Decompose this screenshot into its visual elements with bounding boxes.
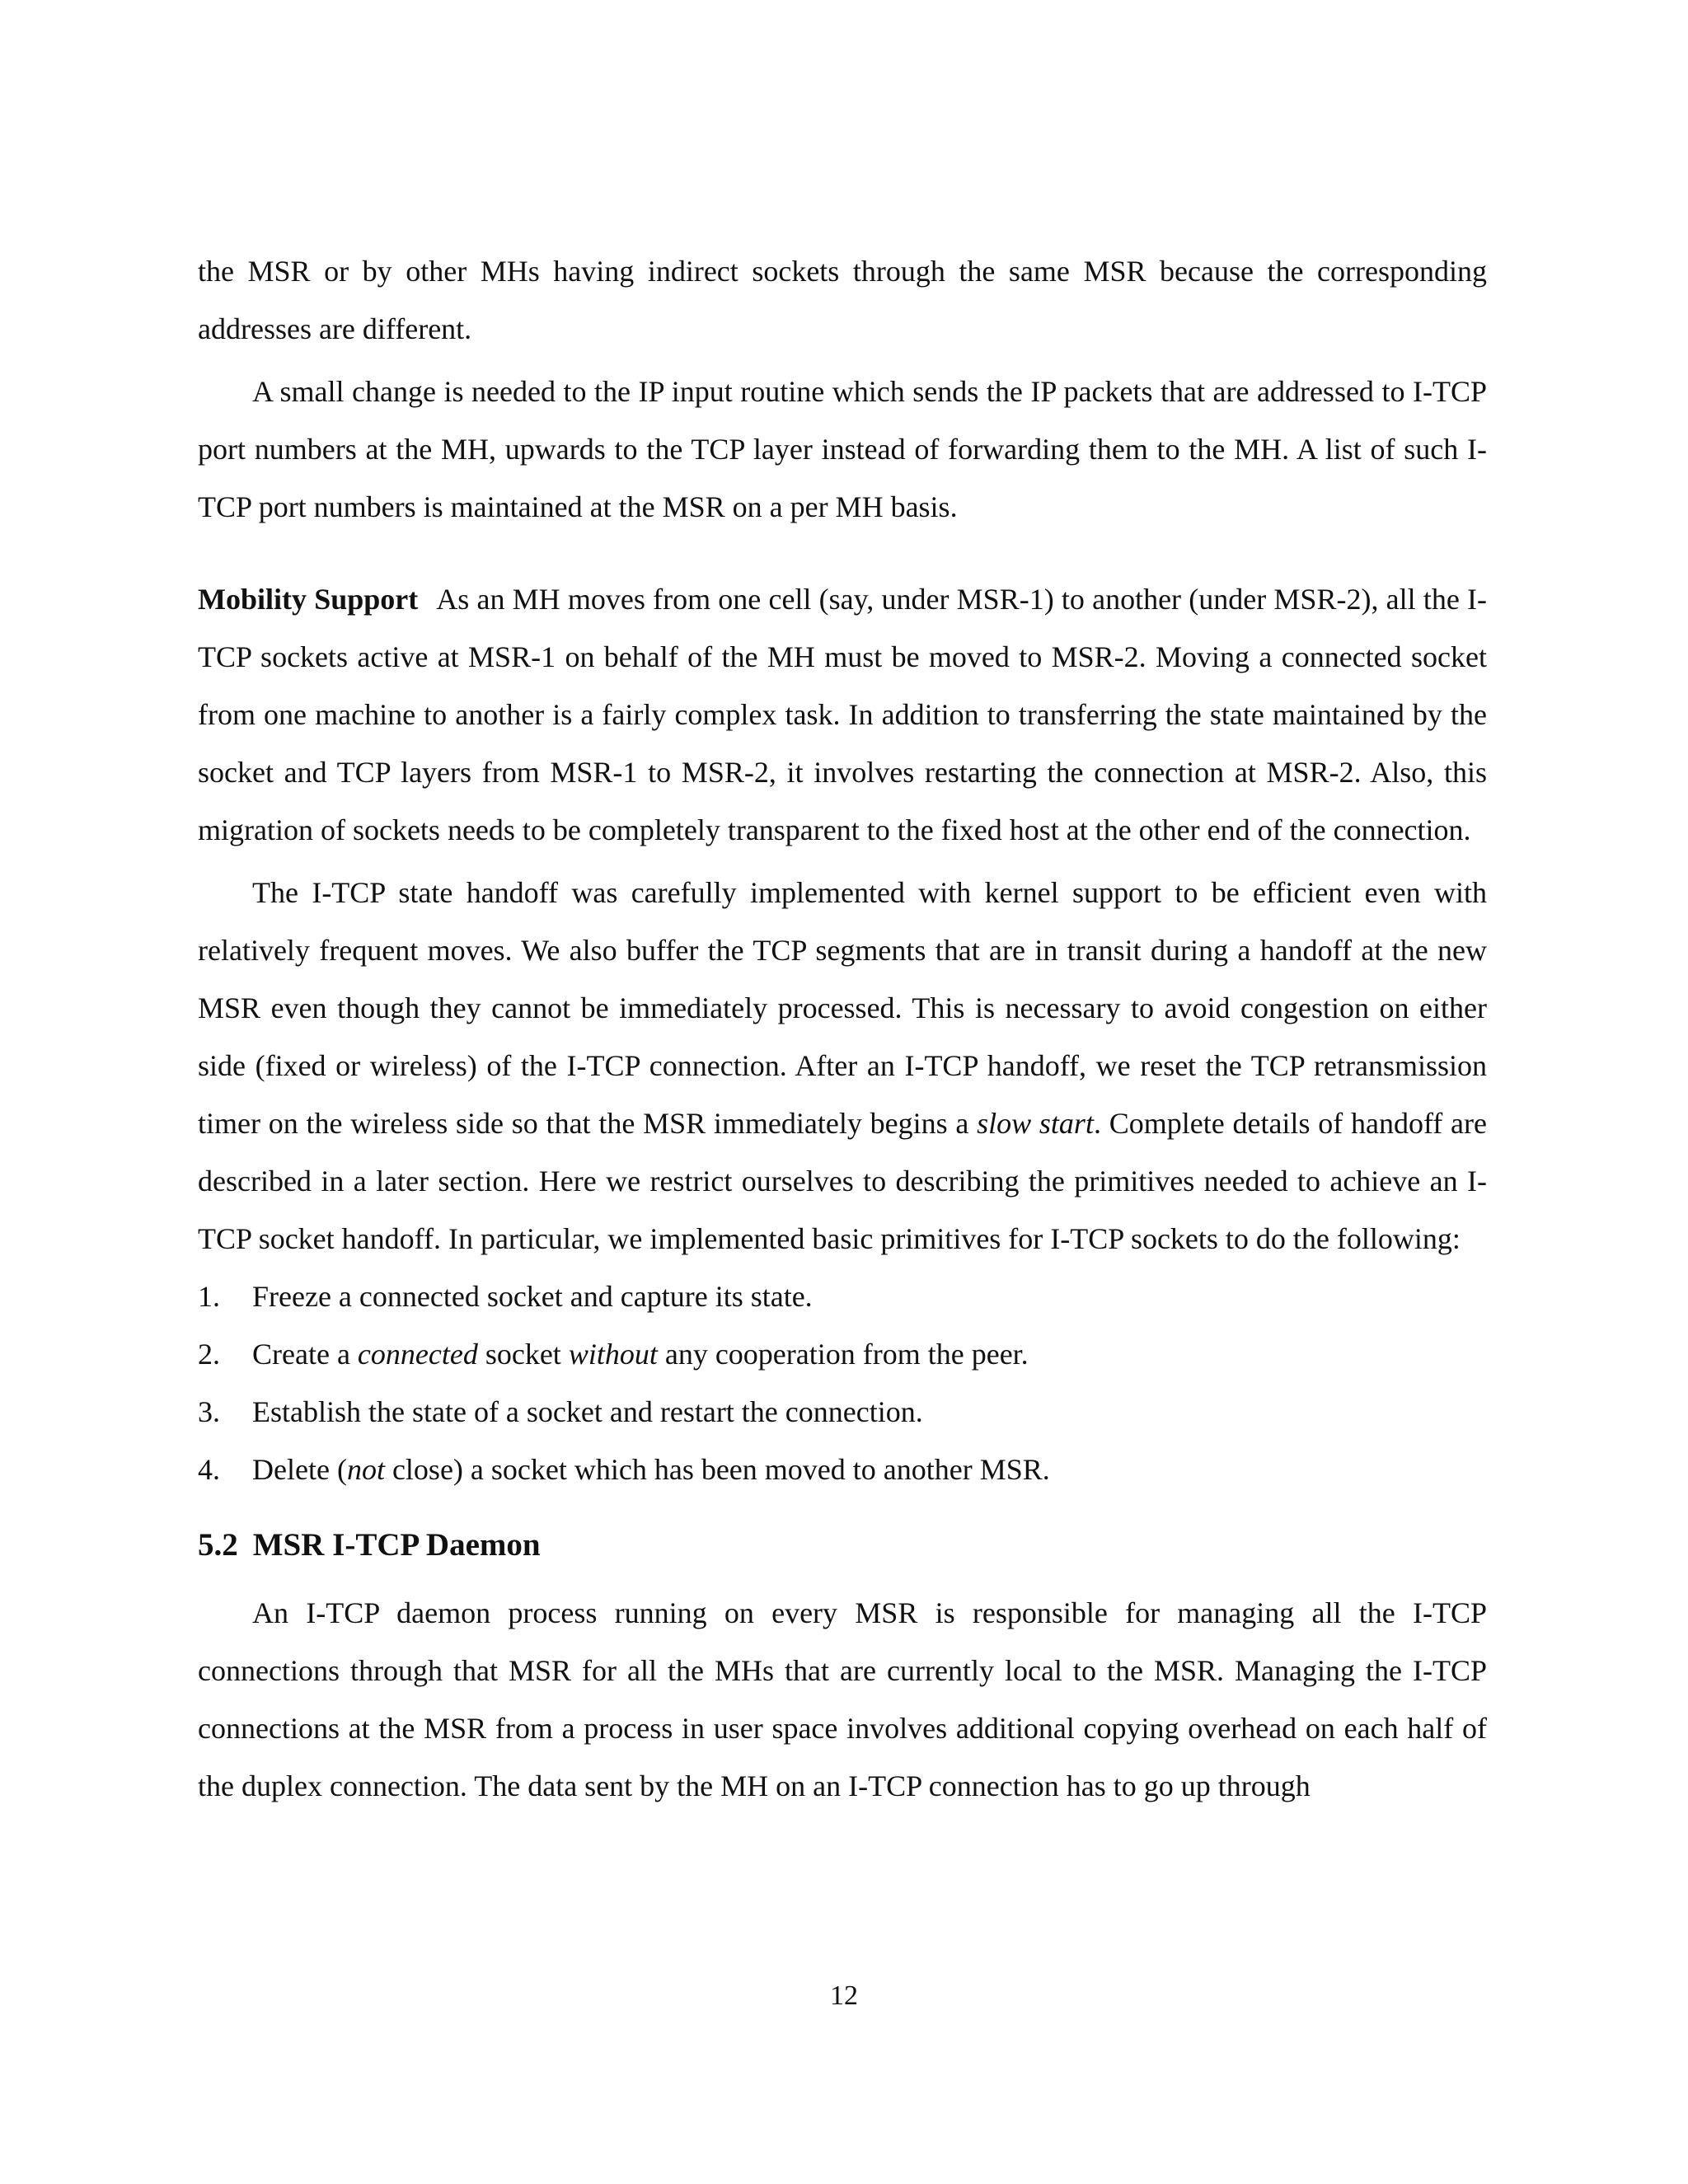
emphasis-connected: connected xyxy=(357,1338,478,1371)
section-title: MSR I-TCP Daemon xyxy=(252,1527,541,1563)
list-item-number: 4. xyxy=(198,1453,220,1486)
emphasis-not: not xyxy=(346,1453,385,1486)
run-in-heading-mobility-support: Mobility Support xyxy=(198,583,419,616)
list-item-text xyxy=(252,1325,1029,1383)
list-item xyxy=(198,1441,1487,1498)
list-item-number: 2. xyxy=(198,1338,220,1371)
section-heading xyxy=(198,1516,1487,1574)
section-number: 5.2 xyxy=(198,1527,238,1563)
paragraph-itcp-daemon: An I-TCP daemon process running on every MSR is responsible for managing all the I-TCP connections through that MSR for all the MHs that are currently local to the MSR. Managing the I-TCP connections at the MSR from a process in user space involves additional copying overhead on each half of the duplex connection. The data sent by the MH on an I-TCP connection has to go up through xyxy=(198,1596,1487,1802)
list-item xyxy=(198,1383,1487,1441)
list-item-text-part: Delete ( xyxy=(252,1453,347,1486)
emphasis-without: without xyxy=(568,1338,658,1371)
paragraph-continuation: the MSR or by other MHs having indirect sockets through the same MSR because the corresponding addresses are different. xyxy=(198,255,1487,345)
primitives-list xyxy=(198,1268,1487,1498)
list-item-text: Establish the state of a socket and restart the connection. xyxy=(252,1395,923,1428)
list-item-text: Freeze a connected socket and capture its state. xyxy=(252,1280,813,1313)
paragraph-state-handoff xyxy=(198,864,1487,1268)
list-item xyxy=(198,1325,1487,1383)
list-item-text-part: any cooperation from the peer. xyxy=(657,1338,1029,1371)
list-item-text-part: Create a xyxy=(252,1338,358,1371)
page-body xyxy=(198,242,1487,1815)
paragraph-ip-input-routine: A small change is needed to the IP input routine which sends the IP packets that are addressed to I-TCP port numbers at the MH, upwards to the TCP layer instead of forwarding them to the MH. A list of such I-TCP port numbers is maintained at the MSR on a per MH basis. xyxy=(198,375,1487,523)
list-item xyxy=(198,1268,1487,1325)
handoff-text-part2: . Complete details of handoff are described in a later section. Here we restrict ourselves to describing the primitives needed to achieve an I-TCP socket handoff. In particular, we implemented basic primitives for I-TCP sockets to do the following: xyxy=(198,1107,1488,1255)
paragraph-mobility-support xyxy=(198,570,1487,859)
paragraph-mobility-text: As an MH moves from one cell (say, under MSR-1) to another (under MSR-2), all the I-TCP sockets active at MSR-1 on behalf of the MH must be moved to MSR-2. Moving a connected socket from one machine to another is a fairly complex task. In addition to transferring the state maintained by the socket and TCP layers from MSR-1 to MSR-2, it involves restarting the connection at MSR-2. Also, this migration of sockets needs to be completely transparent to the fixed host at the other end of the connection. xyxy=(198,583,1488,846)
list-item-text-part: close) a socket which has been moved to another MSR. xyxy=(384,1453,1050,1486)
list-item-text xyxy=(252,1441,1050,1498)
list-item-text-part: socket xyxy=(477,1338,569,1371)
page-number: 12 xyxy=(830,1980,858,2011)
list-item-number: 3. xyxy=(198,1395,220,1428)
emphasis-slow-start: slow start xyxy=(977,1107,1094,1140)
list-item-number: 1. xyxy=(198,1280,220,1313)
handoff-text-part1: The I-TCP state handoff was carefully implemented with kernel support to be efficient even with relatively frequent moves. We also buffer the TCP segments that are in transit during a handoff at the new MSR even though they cannot be immediately processed. This is necessary to avoid congestion on either side (fixed or wireless) of the I-TCP connection. After an I-TCP handoff, we reset the TCP retransmission timer on the wireless side so that the MSR immediately begins a xyxy=(198,876,1487,1140)
